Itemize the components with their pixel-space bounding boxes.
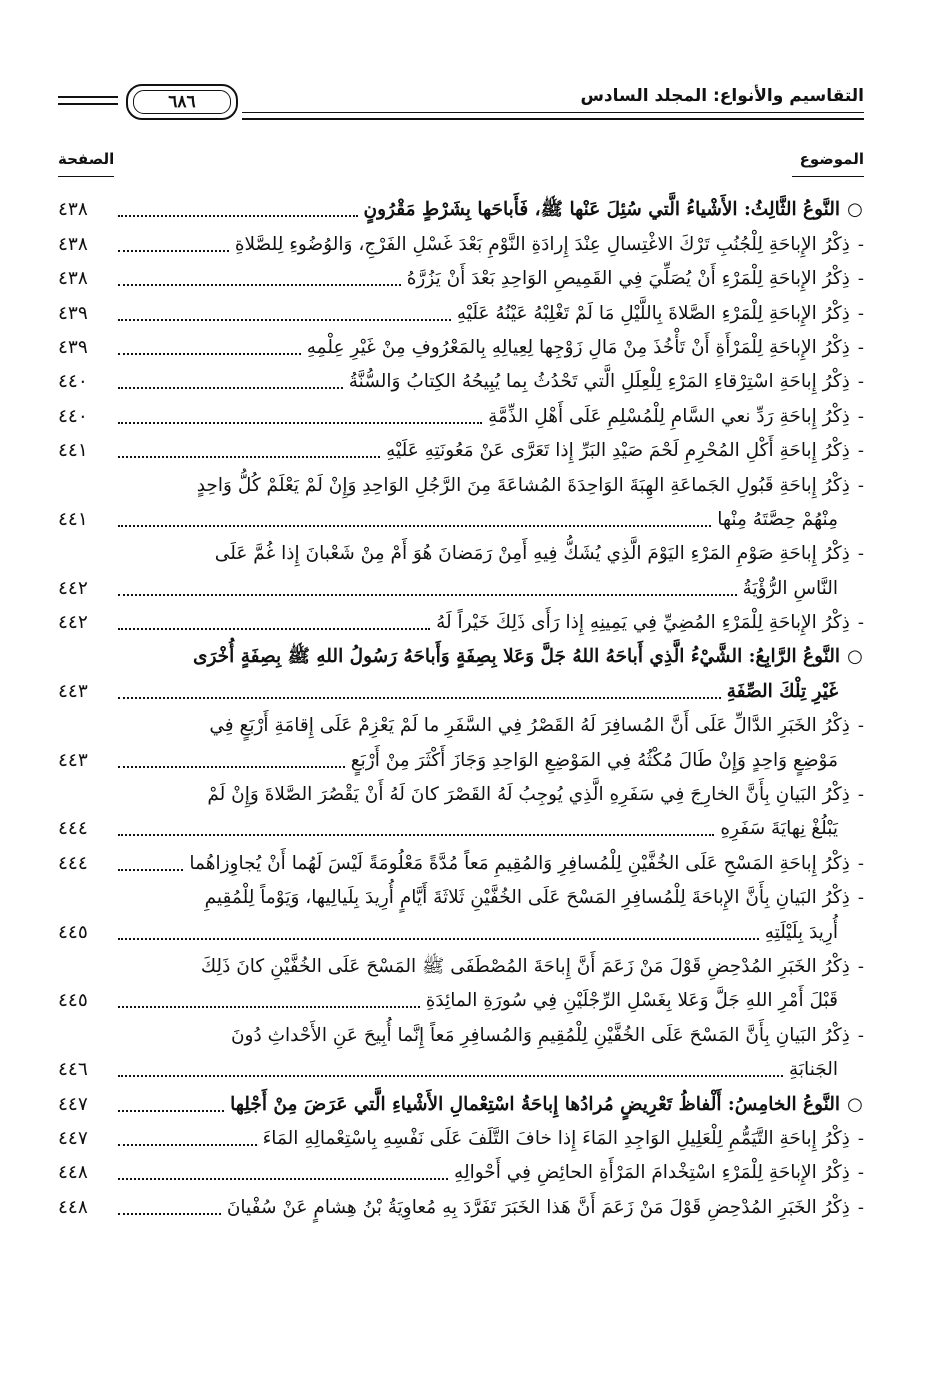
section-circle-icon: ○ — [847, 646, 863, 668]
entry-page-number: ٤٣٩ — [58, 302, 88, 324]
entry-title: ذِكْرُ إِباحَةِ المَسْحِ عَلَى الخُفَّيْنِ لِلْمُسافِرِ وَالمُقِيمِ مَعاً مُدَّةً مَعْلُومَةً لَيْسَ لَهُما أَنْ يُجاوِزاهُما — [189, 852, 850, 874]
toc-entry — [58, 777, 864, 846]
entry-line — [58, 742, 864, 776]
dot-leader — [118, 766, 345, 768]
entry-title: غَيْرِ تِلْكَ الصِّفَةِ — [726, 680, 838, 702]
entry-text — [235, 231, 864, 261]
entry-title: مِنْهُمْ حِصَّتَهُ مِنْها — [717, 508, 838, 530]
entry-page-number: ٤٣٨ — [58, 268, 88, 290]
entry-text — [457, 300, 864, 330]
toc-entry — [58, 398, 864, 432]
entry-text — [205, 884, 864, 914]
bullet-dash-icon: - — [857, 233, 864, 255]
entry-page-number: ٤٤٨ — [58, 1196, 88, 1218]
entry-line — [58, 1189, 864, 1223]
entry-text — [349, 368, 864, 398]
toc-entry — [58, 364, 864, 398]
entry-line — [58, 433, 864, 467]
entry-page-number: ٤٤٢ — [58, 577, 88, 599]
toc-entry — [58, 1121, 864, 1155]
entry-title: ذِكْرُ البَيانِ بِأَنَّ الخارِجَ فِي سَفَرِهِ الَّذِي يُوجِبُ لَهُ القَصْرَ كانَ لَهُ أَنْ يَقْصُرَ الصَّلاةَ وَإِنْ لَمْ — [207, 784, 850, 806]
toc-entry — [58, 1017, 864, 1086]
topic-column-heading: الموضوع — [799, 150, 864, 168]
entry-page-number: ٤٤٤ — [58, 818, 88, 840]
entry-title: ذِكْرُ الإِباحَةِ لِلْجُنُبِ تَرْكَ الاغْتِسالِ عِنْدَ إِرادَةِ النَّوْمِ بَعْدَ غَسْلِ الفَرْجِ، وَالوُضُوءِ لِلصَّلاةِ — [234, 233, 850, 255]
entry-line — [58, 226, 864, 260]
entry-line — [58, 639, 864, 673]
entry-title: ذِكْرُ إِباحَةِ صَوْمِ المَرْءِ اليَوْمَ الَّذِي يُشَكُّ فِيهِ أَمِنْ رَمَضانَ هُوَ أَمْ مِنْ شَعْبانَ إِذا غُمَّ عَلَى — [214, 543, 850, 565]
entry-text — [227, 1194, 864, 1224]
toc-section-entry — [58, 192, 864, 226]
entry-title: ذِكْرُ الخَبَرِ المُدْحِضِ قَوْلَ مَنْ زَعَمَ أَنَّ هَذا الخَبَرَ تَفَرَّدَ بِهِ مُعاوِيَةُ بْنُ هِشامٍ عَنْ سُفْيانَ — [226, 1196, 850, 1218]
entry-line — [58, 536, 864, 570]
entry-title: قَبْلَ أَمْرِ اللهِ جَلَّ وَعَلا بِغَسْلِ الرِّجْلَيْنِ فِي سُورَةِ المائِدَةِ — [425, 990, 838, 1012]
entry-page-number: ٤٣٩ — [58, 336, 88, 358]
dot-leader — [118, 594, 737, 596]
entry-page-number: ٤٤٦ — [58, 1059, 88, 1081]
entry-line — [58, 708, 864, 742]
entry-text — [436, 609, 864, 639]
entry-line — [58, 398, 864, 432]
entry-page-number: ٤٤٧ — [58, 1093, 88, 1115]
dot-leader — [118, 628, 430, 630]
toc-entry — [58, 708, 864, 777]
entry-line — [58, 295, 864, 329]
entry-page-number: ٤٤٠ — [58, 371, 88, 393]
bullet-dash-icon: - — [857, 1162, 864, 1184]
dot-leader — [118, 319, 451, 321]
dot-leader — [118, 1075, 783, 1077]
dot-leader — [118, 869, 183, 871]
toc-entry — [58, 845, 864, 879]
bullet-dash-icon: - — [857, 715, 864, 737]
toc-section-entry — [58, 639, 864, 708]
entry-title: الجَنابَةِ — [788, 1059, 838, 1081]
header-rule — [242, 118, 864, 120]
dot-leader — [118, 938, 759, 940]
bullet-dash-icon: - — [857, 1024, 864, 1046]
entry-text — [717, 506, 864, 536]
entry-title: ذِكْرُ إِباحَةِ اسْتِرْقاءِ المَرْءِ لِلْعِلَلِ الَّتي تَحْدُثُ بِما يُبِيحُهُ الكِتابُ وَالسُّنَّةُ — [348, 371, 850, 393]
entry-line — [58, 261, 864, 295]
entry-text — [743, 575, 864, 605]
entry-line — [58, 880, 864, 914]
toc-entry — [58, 330, 864, 364]
bullet-dash-icon: - — [857, 784, 864, 806]
entry-title: مَوْضِعٍ وَاحِدٍ وَإِنْ طَالَ مُكْثُهُ فِي المَوْضِعِ الوَاحِدِ وَجَازَ أَكْثَرَ مِنْ أَرْبَعٍ — [350, 749, 838, 771]
entry-line — [58, 605, 864, 639]
entry-line — [58, 845, 864, 879]
entry-page-number: ٤٤٣ — [58, 680, 88, 702]
toc-entry — [58, 536, 864, 605]
entry-line — [58, 467, 864, 501]
entry-line — [58, 983, 864, 1017]
table-of-contents — [58, 192, 864, 1224]
entry-page-number: ٤٤١ — [58, 508, 88, 530]
toc-entry — [58, 880, 864, 949]
entry-title: النَّوعُ الثَّالِثُ: الأَشْياءُ الَّتي سُئِلَ عَنْها ﷺ، فَأَباحَها بِشَرْطٍ مَقْرُونٍ — [363, 199, 840, 221]
entry-title: يَبْلُغْ نِهايَةَ سَفَرِهِ — [720, 818, 838, 840]
entry-title: ذِكْرُ البَيانِ بِأَنَّ المَسْحَ عَلَى الخُفَّيْنِ لِلْمُقِيمِ وَالمُسافِرِ مَعاً إِنَّما أُبِيحَ عَنِ الأَحْداثِ دُونَ — [230, 1024, 850, 1046]
entry-line — [58, 949, 864, 983]
toc-entry — [58, 949, 864, 1018]
toc-entry — [58, 605, 864, 639]
entry-page-number: ٤٤٥ — [58, 990, 88, 1012]
dot-leader — [118, 1144, 257, 1146]
bullet-dash-icon: - — [857, 371, 864, 393]
entry-text — [193, 643, 864, 673]
entry-text — [426, 987, 864, 1017]
bullet-dash-icon: - — [857, 336, 864, 358]
page-number: ٦٨٦ — [133, 90, 231, 114]
entry-text — [201, 953, 864, 983]
entry-line — [58, 570, 864, 604]
bullet-dash-icon: - — [857, 302, 864, 324]
entry-title: النَّوعُ الخامِسُ: أَلْفاظُ تَعْرِيضٍ مُرادُها إِباحَةُ اسْتِعْمالِ الأَشْياءِ الَّتي عَرَضَ مِنْ أَجْلِها — [230, 1093, 840, 1115]
entry-text — [454, 1159, 864, 1189]
topic-heading-underline — [792, 176, 864, 177]
entry-line — [58, 777, 864, 811]
entry-title: ذِكْرُ إِباحَةِ قَبُولِ الجَماعَةِ الهِبَةَ الوَاحِدَةَ المُشاعَةَ مِنَ الرَّجُلِ الوَاحِدِ وَإِنْ لَمْ يَعْلَمْ كُلُّ وَاحِدٍ — [196, 474, 850, 496]
entry-line — [58, 502, 864, 536]
entry-text — [209, 712, 864, 742]
toc-section-entry — [58, 1086, 864, 1120]
entry-page-number: ٤٤٥ — [58, 921, 88, 943]
entry-title: النَّاسِ الرُّؤْيَةُ — [742, 577, 838, 599]
entry-text — [231, 1022, 864, 1052]
dot-leader — [118, 422, 482, 424]
bullet-dash-icon: - — [857, 543, 864, 565]
toc-entry — [58, 261, 864, 295]
entry-page-number: ٤٤٢ — [58, 612, 88, 634]
dot-leader — [118, 284, 401, 286]
bullet-dash-icon: - — [857, 955, 864, 977]
toc-entry — [58, 226, 864, 260]
bullet-dash-icon: - — [857, 887, 864, 909]
entry-text — [263, 1125, 864, 1155]
entry-line — [58, 192, 864, 226]
entry-text — [386, 437, 864, 467]
entry-text — [207, 781, 864, 811]
bullet-dash-icon: - — [857, 405, 864, 427]
header-rule — [242, 112, 864, 113]
entry-page-number: ٤٤٧ — [58, 1127, 88, 1149]
dot-leader — [118, 387, 343, 389]
dot-leader — [118, 1178, 448, 1180]
page-header — [58, 84, 864, 124]
running-title: التقاسيم والأنواع: المجلد السادس — [580, 86, 864, 106]
entry-text — [765, 919, 864, 949]
entry-line — [58, 1121, 864, 1155]
entry-line — [58, 1052, 864, 1086]
entry-title: ذِكْرُ الإِباحَةِ لِلْمَرْءِ اسْتِخْدامَ المَرْأَةِ الحائِضِ فِي أَحْوالِهِ — [454, 1162, 850, 1184]
toc-entry — [58, 433, 864, 467]
section-circle-icon: ○ — [847, 199, 863, 221]
page-column-heading: الصفحة — [58, 150, 115, 168]
entry-page-number: ٤٣٨ — [58, 233, 88, 255]
entry-line — [58, 364, 864, 398]
bullet-dash-icon: - — [857, 474, 864, 496]
entry-line — [58, 811, 864, 845]
entry-text — [364, 196, 864, 226]
dot-leader — [118, 1006, 420, 1008]
dot-leader — [118, 1213, 221, 1215]
entry-title: ذِكْرُ إِباحَةِ رَدِّ نعي السَّامِ لِلْمُسْلِمِ عَلَى أَهْلِ الذِّمَّةِ — [488, 405, 850, 427]
bullet-dash-icon: - — [857, 268, 864, 290]
entry-line — [58, 330, 864, 364]
page-heading-underline — [58, 176, 114, 177]
header-ornament-line — [58, 103, 118, 105]
entry-title: ذِكْرُ الخَبَرِ المُدْحِضِ قَوْلَ مَنْ زَعَمَ أَنَّ إِباحَةَ المُصْطَفَى ﷺ المَسْحَ عَلَى الخُفَّيْنِ كانَ ذَلِكَ — [200, 955, 850, 977]
entry-title: ذِكْرُ الإِباحَةِ لِلْمَرْءِ أَنْ يُصَلِّيَ فِي القَمِيصِ الوَاحِدِ بَعْدَ أَنْ يَزُرَّهُ — [406, 268, 850, 290]
bullet-dash-icon: - — [857, 440, 864, 462]
entry-title: ذِكْرُ إِباحَةِ أَكْلِ المُحْرِمِ لَحْمَ صَيْدِ البَرِّ إِذا تَعَرَّى عَنْ مَعُونَتِهِ عَلَيْهِ — [386, 440, 850, 462]
entry-page-number: ٤٤٨ — [58, 1162, 88, 1184]
entry-text — [488, 403, 864, 433]
bullet-dash-icon: - — [857, 612, 864, 634]
entry-text — [197, 472, 864, 502]
entry-title: ذِكْرُ الإِباحَةِ لِلْمَرْأَةِ أَنْ تَأْخُذَ مِنْ مَالِ زَوْجِها لِعِيالِهِ بِالمَعْرُوفِ مِنْ غَيْرِ عِلْمِهِ — [306, 336, 850, 358]
entry-title: النَّوعُ الرَّابِعُ: الشَّيْءُ الَّذِي أَباحَهُ اللهُ جَلَّ وَعَلا بِصِفَةٍ وَأَباحَهُ رَسُولُ اللهِ ﷺ بِصِفَةٍ أُخْرَى — [192, 646, 840, 668]
entry-text — [720, 815, 864, 845]
entry-page-number: ٤٤١ — [58, 440, 88, 462]
entry-text — [351, 747, 864, 777]
dot-leader — [118, 456, 380, 458]
entry-line — [58, 914, 864, 948]
entry-text — [407, 265, 864, 295]
bullet-dash-icon: - — [857, 1196, 864, 1218]
entry-line — [58, 673, 864, 707]
dot-leader — [118, 215, 358, 217]
toc-entry — [58, 467, 864, 536]
entry-text — [727, 678, 864, 708]
entry-title: ذِكْرُ الإِباحَةِ لِلْمَرْءِ الصَّلاةَ بِاللَّيْلِ مَا لَمْ تَغْلِبْهُ عَيْنُهُ عَلَيْهِ — [456, 302, 850, 324]
page-number-frame — [126, 84, 238, 120]
toc-entry — [58, 1189, 864, 1223]
entry-page-number: ٤٤٣ — [58, 749, 88, 771]
header-ornament-line — [58, 96, 118, 98]
entry-title: ذِكْرُ الإِباحَةِ لِلْمَرْءِ المُضِيِّ فِي يَمِينِهِ إِذا رَأَى ذَلِكَ خَيْراً لَهُ — [436, 612, 850, 634]
dot-leader — [118, 1110, 224, 1112]
toc-entry — [58, 295, 864, 329]
dot-leader — [118, 834, 714, 836]
entry-line — [58, 1086, 864, 1120]
dot-leader — [118, 353, 301, 355]
entry-line — [58, 1155, 864, 1189]
entry-text — [307, 334, 864, 364]
dot-leader — [118, 697, 721, 699]
entry-page-number: ٤٣٨ — [58, 199, 88, 221]
entry-page-number: ٤٤٠ — [58, 405, 88, 427]
entry-text — [230, 1091, 864, 1121]
entry-text — [189, 850, 864, 880]
entry-line — [58, 1017, 864, 1051]
entry-page-number: ٤٤٤ — [58, 852, 88, 874]
section-circle-icon: ○ — [847, 1093, 863, 1115]
dot-leader — [118, 525, 711, 527]
entry-text — [789, 1056, 864, 1086]
entry-text — [215, 540, 864, 570]
dot-leader — [118, 250, 229, 252]
bullet-dash-icon: - — [857, 1127, 864, 1149]
entry-title: أُرِيدَ بِلَيْلَتِهِ — [764, 921, 838, 943]
bullet-dash-icon: - — [857, 852, 864, 874]
entry-title: ذِكْرُ إِباحَةِ التَّيَمُّمِ لِلْعَلِيلِ الوَاجِدِ المَاءَ إِذا خافَ التَّلَفَ عَلَى نَفْسِهِ بِاسْتِعْمالِهِ المَاءَ — [262, 1127, 850, 1149]
toc-entry — [58, 1155, 864, 1189]
entry-title: ذِكْرُ الخَبَرِ الدَّالِّ عَلَى أَنَّ المُسافِرَ لَهُ القَصْرُ فِي السَّفَرِ ما لَمْ يَعْزِمْ عَلَى إِقامَةِ أَرْبَعٍ فِي — [209, 715, 850, 737]
entry-title: ذِكْرُ البَيانِ بِأَنَّ الإِباحَةَ لِلْمُسافِرِ المَسْحَ عَلَى الخُفَّيْنِ ثَلاثَةَ أَيَّامٍ أُرِيدَ بِلَيالِيها، وَيَوْماً لِلْمُقِيمِ — [204, 887, 850, 909]
